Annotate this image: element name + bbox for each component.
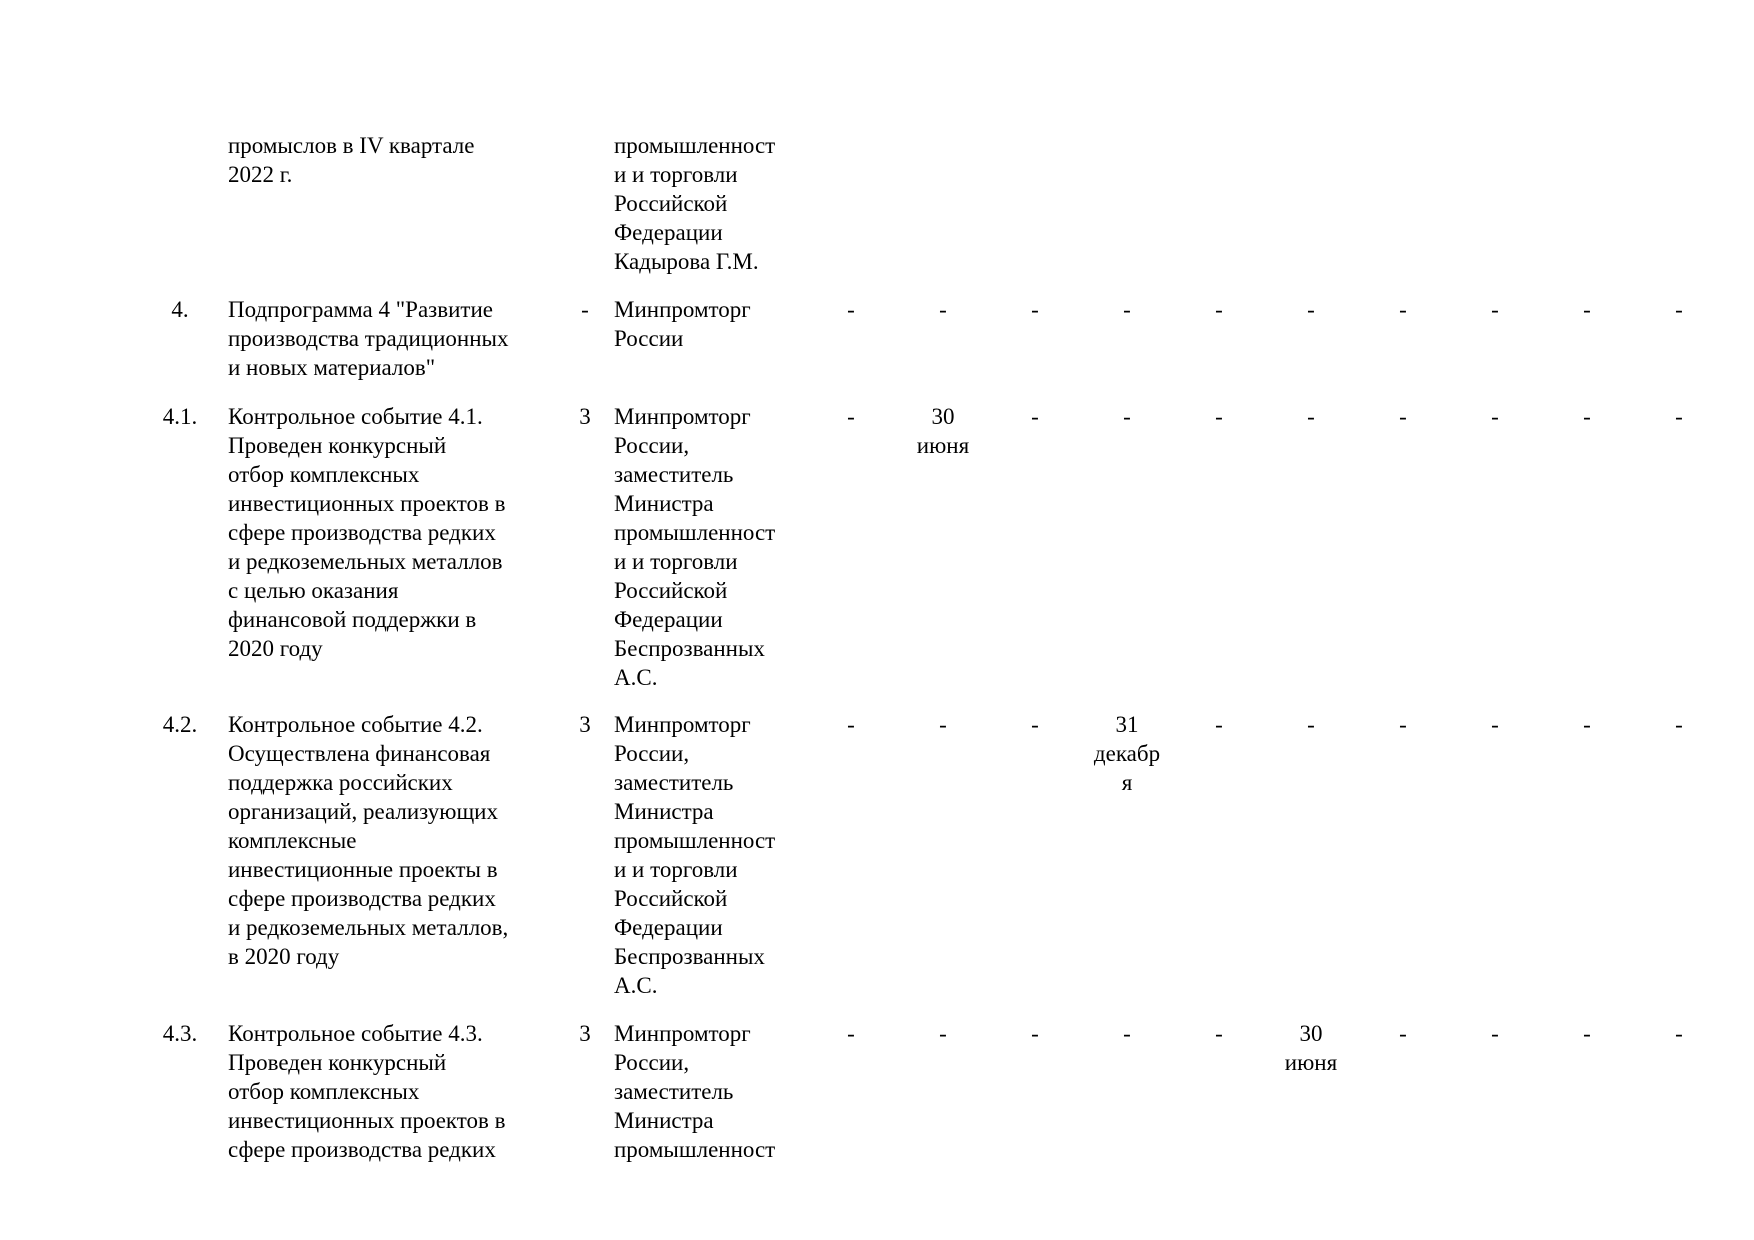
quarter-cell: - bbox=[1399, 712, 1407, 737]
event-title: промыслов в IV квартале 2022 г. bbox=[228, 133, 475, 187]
quarter-cell: - bbox=[939, 1021, 947, 1046]
quarter-cell: 30 июня bbox=[916, 404, 970, 458]
quarter-cell: - bbox=[1215, 404, 1223, 429]
executor: промышленност и и торговли Российской Федерации Кадырова Г.М. bbox=[614, 133, 776, 274]
responsible-code: 3 bbox=[579, 1021, 591, 1046]
quarter-cell: - bbox=[1307, 712, 1315, 737]
quarter-cell: - bbox=[1123, 404, 1131, 429]
quarter-cell: - bbox=[1123, 1021, 1131, 1046]
responsible-code: 3 bbox=[579, 712, 591, 737]
quarter-cell: - bbox=[1307, 297, 1315, 322]
responsible-code: - bbox=[581, 297, 589, 322]
quarter-cell: - bbox=[1675, 1021, 1683, 1046]
quarter-cell: - bbox=[1583, 404, 1591, 429]
row-number: 4.2. bbox=[162, 712, 198, 737]
quarter-cell: - bbox=[1031, 404, 1039, 429]
event-title: Контрольное событие 4.3. Проведен конкурсный отбор комплексных инвестиционных проектов в сфере производства редких bbox=[228, 1021, 506, 1162]
row-number: 4.3. bbox=[162, 1021, 198, 1046]
quarter-cell: 31 декабр я bbox=[1093, 712, 1161, 795]
quarter-cell: - bbox=[939, 297, 947, 322]
executor: Минпромторг России bbox=[614, 297, 751, 351]
quarter-cell: - bbox=[1215, 712, 1223, 737]
quarter-cell: - bbox=[1307, 404, 1315, 429]
quarter-cell: - bbox=[1491, 404, 1499, 429]
executor: Минпромторг России, заместитель Министра промышленност и и торговли Российской Федерации Беспрозванных А.С. bbox=[614, 404, 776, 690]
quarter-cell: - bbox=[1123, 297, 1131, 322]
quarter-cell: 30 июня bbox=[1284, 1021, 1338, 1075]
quarter-cell: - bbox=[1031, 712, 1039, 737]
quarter-cell: - bbox=[1675, 712, 1683, 737]
quarter-cell: - bbox=[1031, 1021, 1039, 1046]
quarter-cell: - bbox=[1215, 1021, 1223, 1046]
quarter-cell: - bbox=[847, 404, 855, 429]
quarter-cell: - bbox=[1583, 712, 1591, 737]
quarter-cell: - bbox=[847, 1021, 855, 1046]
row-number: 4.1. bbox=[162, 404, 198, 429]
quarter-cell: - bbox=[1491, 1021, 1499, 1046]
executor: Минпромторг России, заместитель Министра промышленност и и торговли Российской Федерации Беспрозванных А.С. bbox=[614, 712, 776, 998]
quarter-cell: - bbox=[1031, 297, 1039, 322]
quarter-cell: - bbox=[1583, 297, 1591, 322]
quarter-cell: - bbox=[1215, 297, 1223, 322]
quarter-cell: - bbox=[1399, 404, 1407, 429]
quarter-cell: - bbox=[939, 712, 947, 737]
quarter-cell: - bbox=[1583, 1021, 1591, 1046]
quarter-cell: - bbox=[1399, 1021, 1407, 1046]
quarter-cell: - bbox=[1399, 297, 1407, 322]
quarter-cell: - bbox=[1675, 297, 1683, 322]
event-title: Подпрограмма 4 "Развитие производства традиционных и новых материалов" bbox=[228, 297, 509, 380]
quarter-cell: - bbox=[1675, 404, 1683, 429]
row-number: 4. bbox=[171, 297, 189, 322]
event-title: Контрольное событие 4.1. Проведен конкурсный отбор комплексных инвестиционных проектов в сфере производства редких и редкоземельных металлов с целью оказания финансовой поддержки в 2020 году bbox=[228, 404, 506, 661]
quarter-cell: - bbox=[847, 712, 855, 737]
responsible-code: 3 bbox=[579, 404, 591, 429]
event-title: Контрольное событие 4.2. Осуществлена финансовая поддержка российских организаций, реализующих комплексные инвестиционные проекты в сфере производства редких и редкоземельных металлов, в 2020 году bbox=[228, 712, 509, 969]
quarter-cell: - bbox=[1491, 712, 1499, 737]
quarter-cell: - bbox=[1491, 297, 1499, 322]
quarter-cell: - bbox=[847, 297, 855, 322]
executor: Минпромторг России, заместитель Министра промышленност bbox=[614, 1021, 776, 1162]
